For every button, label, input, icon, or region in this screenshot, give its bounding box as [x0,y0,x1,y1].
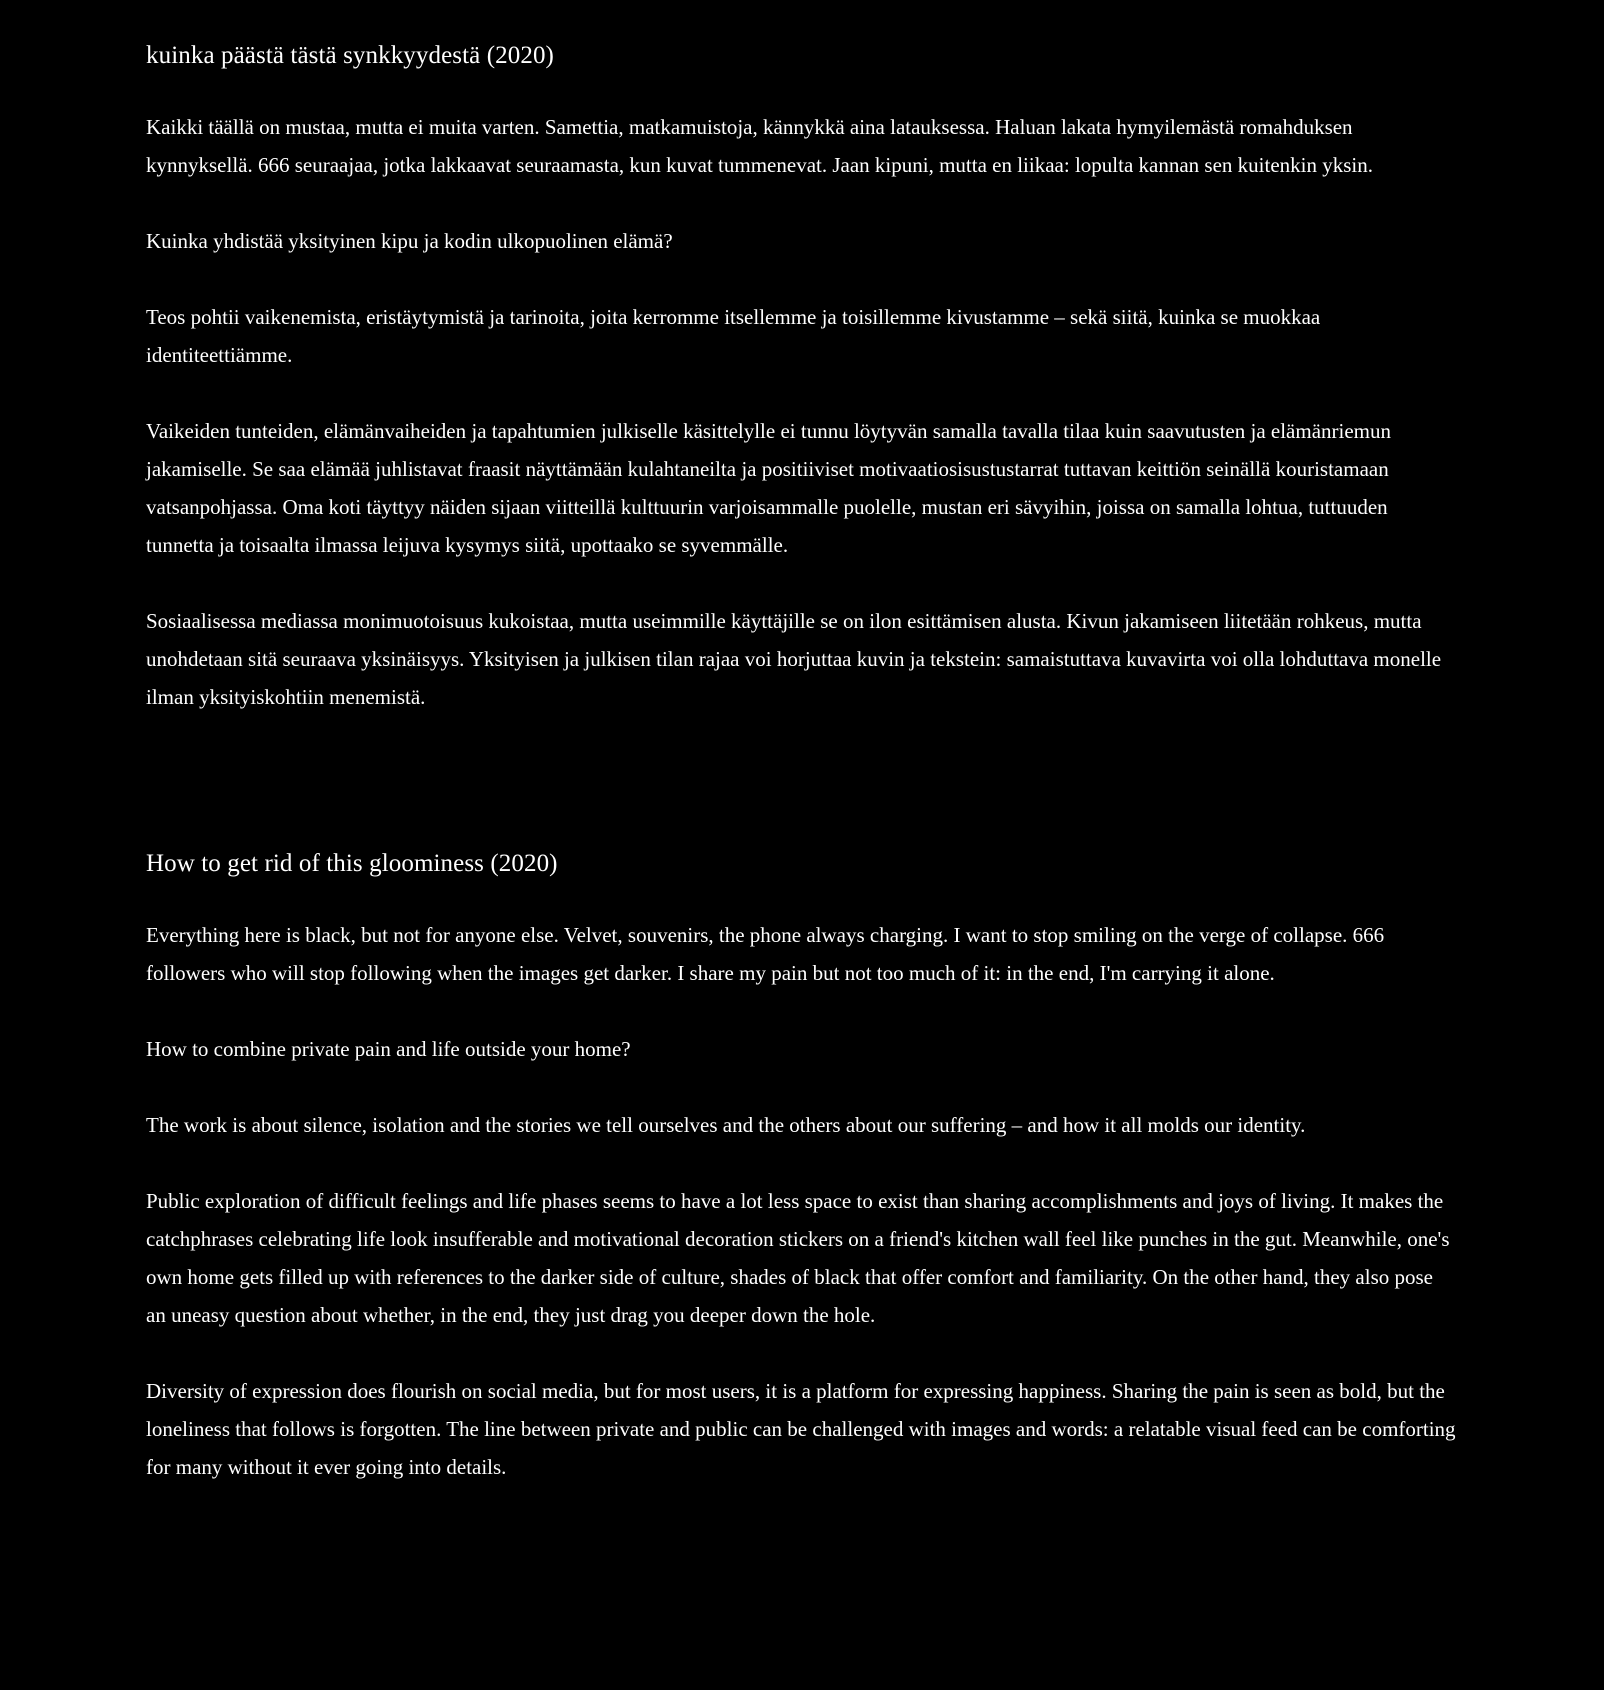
english-section [146,842,1456,1486]
english-paragraph-4: Public exploration of difficult feelings and life phases seems to have a lot less space to exist than sharing accomplishments and joys of living. It makes the catchphrases celebrating life look insufferable and motivational decoration stickers on a friend's kitchen wall feel like punches in the gut. Meanwhile, one's own home gets filled up with references to the darker side of culture, shades of black that offer comfort and familiarity. On the other hand, they also pose an uneasy question about whether, in the end, they just drag you deeper down the hole. [146,1189,1450,1327]
english-paragraph-3: The work is about silence, isolation and the stories we tell ourselves and the others about our suffering – and how it all molds our identity. [146,1113,1306,1137]
finnish-title: kuinka päästä tästä synkkyydestä (2020) [146,42,554,69]
article-content [146,34,1456,1486]
english-paragraph-1: Everything here is black, but not for anyone else. Velvet, souvenirs, the phone always charging. I want to stop smiling on the verge of collapse. 666 followers who will stop following when the images get darker. I share my pain but not too much of it: in the end, I'm carrying it alone. [146,923,1385,985]
finnish-paragraph-3: Teos pohtii vaikenemista, eristäytymistä ja tarinoita, joita kerromme itsellemme ja toisillemme kivustamme – sekä siitä, kuinka se muokkaa identiteettiämme. [146,305,1321,367]
finnish-paragraph-2: Kuinka yhdistää yksityinen kipu ja kodin ulkopuolinen elämä? [146,229,673,253]
english-paragraph-5: Diversity of expression does flourish on social media, but for most users, it is a platform for expressing happiness. Sharing the pain is seen as bold, but the loneliness that follows is forgotten. The line between private and public can be challenged with images and words: a relatable visual feed can be comforting for many without it ever going into details. [146,1379,1456,1479]
english-title: How to get rid of this gloominess (2020) [146,850,558,877]
english-paragraph-2: How to combine private pain and life outside your home? [146,1037,631,1061]
finnish-paragraph-5: Sosiaalisessa mediassa monimuotoisuus kukoistaa, mutta useimmille käyttäjille se on ilon esittämisen alusta. Kivun jakamiseen liitetään rohkeus, mutta unohdetaan sitä seuraava yksinäisyys. Yksityisen ja julkisen tilan rajaa voi horjuttaa kuvin ja tekstein: samaistuttava kuvavirta voi olla lohduttava monelle ilman yksityiskohtiin menemistä. [146,609,1442,709]
finnish-paragraph-1: Kaikki täällä on mustaa, mutta ei muita varten. Samettia, matkamuistoja, kännykkä aina latauksessa. Haluan lakata hymyilemästä romahduksen kynnyksellä. 666 seuraajaa, jotka lakkaavat seuraamasta, kun kuvat tummenevat. Jaan kipuni, mutta en liikaa: lopulta kannan sen kuitenkin yksin. [146,115,1373,177]
finnish-paragraph-4: Vaikeiden tunteiden, elämänvaiheiden ja tapahtumien julkiselle käsittelylle ei tunnu löytyvän samalla tavalla tilaa kuin saavutusten ja elämänriemun jakamiselle. Se saa elämää juhlistavat fraasit näyttämään kulahtaneilta ja positiiviset motivaatiosisustustarrat tuttavan keittiön seinällä kouristamaan vatsanpohjassa. Oma koti täyttyy näiden sijaan viitteillä kulttuurin varjoisammalle puolelle, mustan eri sävyihin, joissa on samalla lohtua, tuttuuden tunnetta ja toisaalta ilmassa leijuva kysymys siitä, upottaako se syvemmälle. [146,419,1392,557]
finnish-section [146,34,1456,716]
